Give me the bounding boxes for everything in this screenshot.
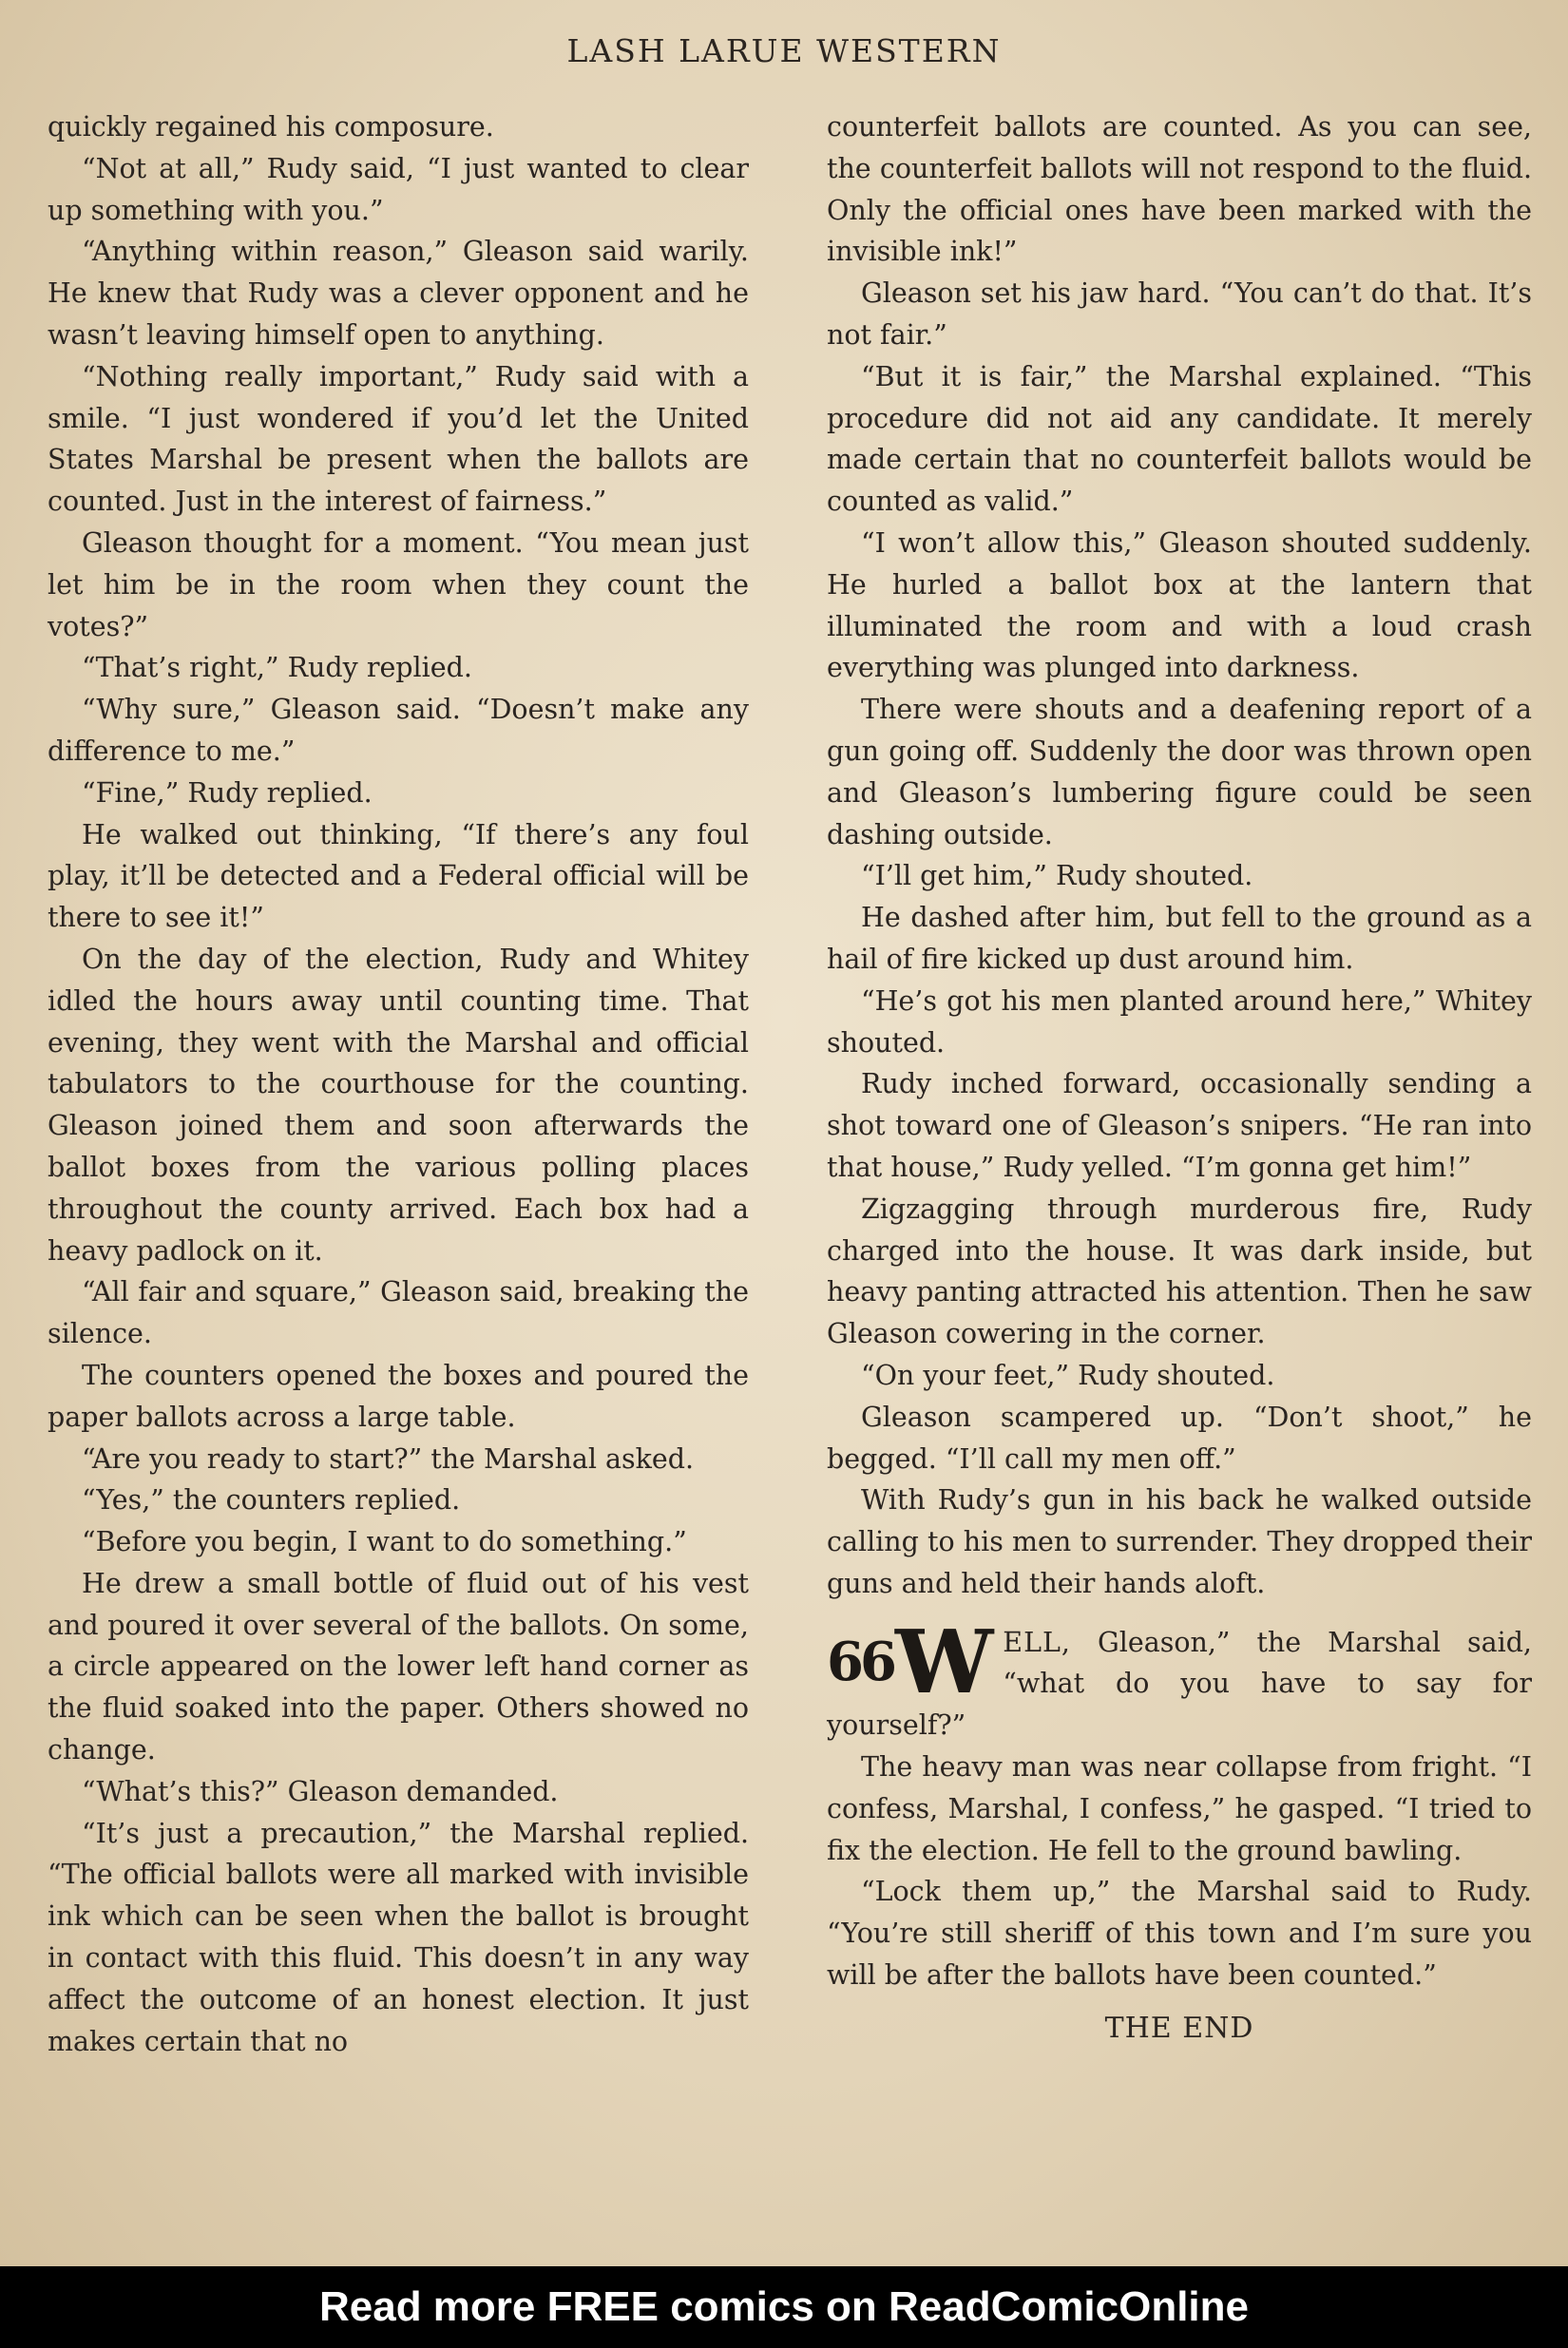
left-text-column bbox=[48, 106, 749, 2062]
paragraph: He drew a small bottle of fluid out of his vest and poured it over several of the ballots. On some, a circle appeared on the lower left hand corner as the fluid soaked into the paper. Others showed no change. bbox=[48, 1567, 749, 1766]
dropcap-letter: W bbox=[894, 1610, 994, 1713]
the-end: THE END bbox=[1104, 2011, 1254, 2045]
paragraph: counterfeit ballots are counted. As you can see, the counterfeit ballots will not respond to the fluid. Only the official ones have been marked with the invisible ink!” bbox=[827, 111, 1532, 268]
dropcap bbox=[827, 1610, 994, 1713]
paragraph: “Fine,” Rudy replied. bbox=[82, 776, 373, 809]
paragraph: “What’s this?” Gleason demanded. bbox=[82, 1775, 559, 1807]
paragraph: “But it is fair,” the Marshal explained. “This procedure did not aid any candidate. It merely made certain that no counterfeit ballots would be counted as valid.” bbox=[827, 360, 1532, 518]
paragraph: Gleason set his jaw hard. “You can’t do that. It’s not fair.” bbox=[827, 277, 1532, 351]
paragraph: Gleason thought for a moment. “You mean just let him be in the room when they count the votes?” bbox=[48, 526, 749, 642]
promo-footer-banner[interactable] bbox=[0, 2266, 1568, 2348]
paragraph: “On your feet,” Rudy shouted. bbox=[861, 1359, 1275, 1391]
paragraph: “It’s just a precaution,” the Marshal replied. “The official ballots were all marked with invisible ink which can be seen when the ballot is brought in contact with this fluid. This doesn’t in any way affect the outcome of an honest election. It just makes certain that no bbox=[48, 1817, 749, 2057]
paragraph: “Are you ready to start?” the Marshal asked. bbox=[82, 1442, 695, 1475]
dropcap-rest-text: Gleason,” the Marshal said, “what do you have to say for yourself?” bbox=[827, 1626, 1532, 1742]
paragraph: “Anything within reason,” Gleason said warily. He knew that Rudy was a clever opponent and he wasn’t leaving himself open to anything. bbox=[48, 236, 749, 351]
paragraph: He walked out thinking, “If there’s any foul play, it’ll be detected and a Federal official will be there to see it!” bbox=[48, 818, 749, 934]
paragraph: Gleason scampered up. “Don’t shoot,” he begged. “I’ll call my men off.” bbox=[827, 1401, 1532, 1475]
paragraph: He dashed after him, but fell to the ground as a hail of fire kicked up dust around him. bbox=[827, 902, 1532, 975]
paragraph: “Lock them up,” the Marshal said to Rudy. “You’re still sheriff of this town and I’m sure you will be after the ballots have been counted.” bbox=[827, 1876, 1532, 1992]
dropcap-paragraph bbox=[827, 1610, 1532, 1747]
paragraph: Rudy inched forward, occasionally sending a shot toward one of Gleason’s snipers. “He ran into that house,” Rudy yelled. “I’m gonna get him!” bbox=[827, 1068, 1532, 1183]
paragraph: “That’s right,” Rudy replied. bbox=[82, 652, 472, 684]
paragraph: The counters opened the boxes and poured the paper ballots across a large table. bbox=[48, 1359, 749, 1433]
paragraph: “Before you begin, I want to do something.” bbox=[82, 1526, 687, 1558]
paragraph: “Yes,” the counters replied. bbox=[82, 1484, 461, 1517]
page-header: LASH LARUE WESTERN bbox=[566, 32, 1002, 69]
paragraph: On the day of the election, Rudy and Whitey idled the hours away until counting time. That evening, they went with the Marshal and official tabulators to the courthouse for the counting. Gleason joined them and soon afterwards the ballot boxes from the various polling places throughout the county arrived. Each box had a heavy padlock on it. bbox=[48, 943, 749, 1267]
paragraph: The heavy man was near collapse from fright. “I confess, Marshal, I confess,” he gasped. “I tried to fix the election. He fell to the ground bawling. bbox=[827, 1751, 1532, 1866]
paragraph: There were shouts and a deafening report of a gun going off. Suddenly the door was thrown open and Gleason’s lumbering figure could be seen dashing outside. bbox=[827, 694, 1532, 850]
dropcap-rest-caps: ELL, bbox=[1003, 1626, 1071, 1658]
promo-footer-text[interactable]: Read more FREE comics on ReadComicOnline bbox=[318, 2283, 1249, 2330]
paragraph: “I’ll get him,” Rudy shouted. bbox=[861, 860, 1253, 892]
paragraph: “He’s got his men planted around here,” Whitey shouted. bbox=[827, 984, 1532, 1059]
paragraph: “Nothing really important,” Rudy said with a smile. “I just wondered if you’d let the United States Marshal be present when the ballots are counted. Just in the interest of fairness.” bbox=[48, 360, 749, 518]
paragraph: quickly regained his composure. bbox=[48, 111, 494, 143]
paragraph: “I won’t allow this,” Gleason shouted suddenly. He hurled a ballot box at the lantern that illuminated the room and with a loud crash everything was plunged into darkness. bbox=[827, 526, 1532, 684]
paragraph: “All fair and square,” Gleason said, breaking the silence. bbox=[48, 1276, 749, 1350]
paragraph: Zigzagging through murderous fire, Rudy charged into the house. It was dark inside, but heavy panting attracted his attention. Then he saw Gleason cowering in the corner. bbox=[827, 1193, 1532, 1350]
paragraph: “Not at all,” Rudy said, “I just wanted to clear up something with you.” bbox=[48, 152, 749, 226]
dropcap-quote-mark: 66 bbox=[827, 1630, 893, 1693]
paragraph: “Why sure,” Gleason said. “Doesn’t make any difference to me.” bbox=[48, 694, 749, 767]
right-text-column bbox=[827, 106, 1532, 2050]
paragraph: With Rudy’s gun in his back he walked outside calling to his men to surrender. They dropped their guns and held their hands aloft. bbox=[827, 1484, 1532, 1599]
